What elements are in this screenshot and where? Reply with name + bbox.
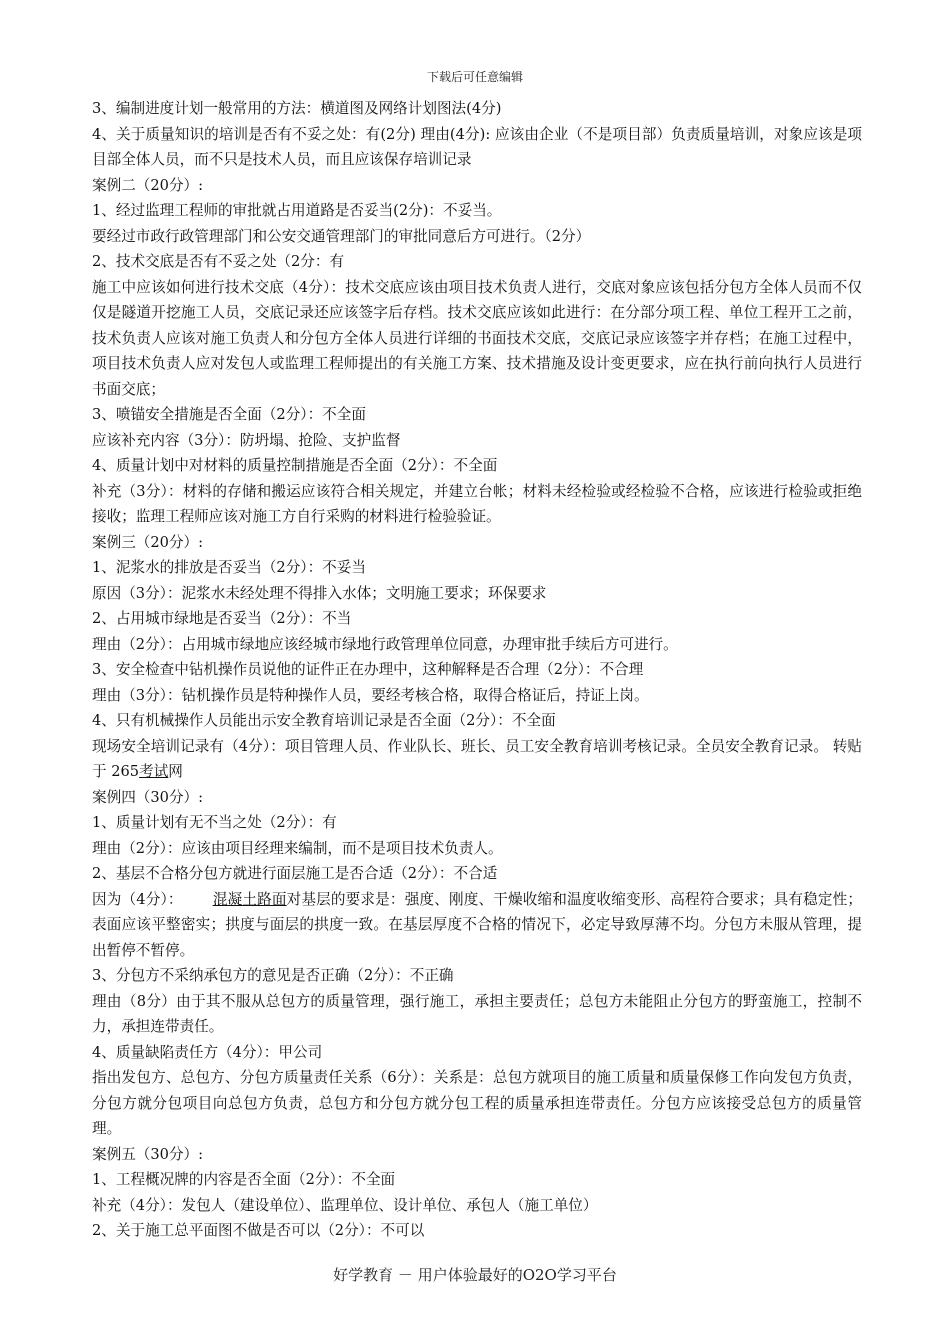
text-span: 网: [168, 763, 183, 780]
text-line: 3、分包方不采纳承包方的意见是否正确（2分）：不正确: [92, 967, 454, 984]
text-span: 对基层的要求是：强度、刚度、干燥收缩和温度收缩变形、高程符合要求；具有稳定性；表面应该平整密实；拱度与面层的拱度一致。在基层厚度不合格的情况下，必定导致厚薄不均。分包方未服从管理，提出暂停不暂停。: [92, 890, 862, 959]
text-line: 1、质量计划有无不当之处（2分）：有: [92, 814, 337, 831]
text-line: 要经过市政行政管理部门和公安交通管理部门的审批同意后方可进行。（2分）: [92, 227, 591, 245]
text-line: 理由（2分）：占用城市绿地应该经城市绿地行政管理单位同意，办理审批手续后方可进行。: [92, 635, 678, 653]
text-line: 理由（2分）：应该由项目经理来编制，而不是项目技术负责人。: [92, 839, 503, 857]
concrete-road-link[interactable]: 混凝土路面: [212, 890, 287, 908]
text-line: 应该补充内容（3分）：防坍塌、抢险、支护监督: [92, 431, 401, 449]
text-line: 施工中应该如何进行技术交底（4分）：技术交底应该由项目技术负责人进行，交底对象应该包括分包方全体人员而不仅仅是隧道开挖施工人员，交底记录还应该签字后存档。技术交底应该如此进行：在分部分项工程、单位工程开工之前，技术负责人应该对施工负责人和分包方全体人员进行详细的书面技术交底，交底记录应该签字并存档；在施工过程中，项目技术负责人应对发包人或监理工程师提出的有关施工方案、技术措施及设计变更要求，应在执行前向执行人员进行书面交底；: [92, 278, 862, 398]
text-line: 理由（8分）由于其不服从总包方的质量管理，强行施工，承担主要责任；总包方未能阻止分包方的野蛮施工，控制不力，承担连带责任。: [92, 992, 862, 1035]
text-line: 2、关于施工总平面图不做是否可以（2分）：不可以: [92, 1222, 425, 1239]
text-line: 4、关于质量知识的培训是否有不妥之处：有(2分) 理由(4分): 应该由企业（不是项目部）负责质量培训，对象应该是项目部全体人员，而不只是技术人员，而且应该保存培训记录: [92, 125, 862, 168]
text-line: 2、技术交底是否有不妥之处（2分：有: [92, 253, 345, 270]
text-line: 原因（3分）：泥浆水未经处理不得排入水体；文明施工要求；环保要求: [92, 584, 547, 602]
text-line: 补充（4分）：发包人（建设单位）、监理单位、设计单位、承包人（施工单位）: [92, 1196, 598, 1214]
text-line: 补充（3分）：材料的存储和搬运应该符合相关规定，并建立台帐；材料未经检验或经检验不合格，应该进行检验或拒绝接收；监理工程师应该对施工方自行采购的材料进行检验验证。: [92, 482, 862, 525]
text-line: [92, 734, 862, 785]
document-body: [92, 96, 862, 1244]
text-line: 3、安全检查中钻机操作员说他的证件正在办理中，这种解释是否合理（2分）：不合理: [92, 661, 644, 678]
text-line: 2、基层不合格分包方就进行面层施工是否合适（2分）：不合适: [92, 865, 498, 882]
exam-link[interactable]: 考试: [139, 763, 169, 780]
text-line: 2、占用城市绿地是否妥当（2分）：不当: [92, 610, 352, 627]
text-line: 1、经过监理工程师的审批就占用道路是否妥当(2分)：不妥当。: [92, 202, 502, 219]
text-span: 因为（4分）：: [92, 890, 183, 908]
text-line: 3、喷锚安全措施是否全面（2分）：不全面: [92, 406, 366, 423]
text-line: 指出发包方、总包方、分包方质量责任关系（6分）：关系是：总包方就项目的施工质量和质量保修工作向发包方负责，分包方就分包项目向总包方负责，总包方和分包方就分包工程的质量承担连带责任。分包方应该接受总包方的质量管理。: [92, 1069, 862, 1137]
section-heading: 案例二（20分）:: [92, 176, 204, 194]
text-line: 理由（3分）：钻机操作员是特种操作人员，要经考核合格，取得合格证后，持证上岗。: [92, 686, 649, 704]
text-line: 1、泥浆水的排放是否妥当（2分）：不妥当: [92, 559, 366, 576]
section-heading: 案例三（20分）:: [92, 533, 204, 551]
section-heading: 案例五（30分）:: [92, 1145, 204, 1163]
text-line: [92, 887, 862, 964]
text-line: 3、编制进度计划一般常用的方法：横道图及网络计划图法(4分): [92, 100, 502, 117]
text-span: 现场安全培训记录有（4分）：项目管理人员、作业队长、班长、员工安全教育培训考核记录。全员安全教育记录。 转贴于 265: [92, 737, 862, 780]
text-line: 4、质量计划中对材料的质量控制措施是否全面（2分）：不全面: [92, 457, 498, 474]
text-line: 4、只有机械操作人员能出示安全教育培训记录是否全面（2分）：不全面: [92, 712, 556, 729]
page-header: 下载后可任意编辑: [426, 70, 523, 84]
text-line: 4、质量缺陷责任方（4分）：甲公司: [92, 1043, 323, 1061]
page-footer: 好学教育 － 用户体验最好的O2O学习平台: [333, 1266, 617, 1284]
section-heading: 案例四（30分）:: [92, 788, 204, 806]
text-line: 1、工程概况牌的内容是否全面（2分）：不全面: [92, 1171, 396, 1188]
